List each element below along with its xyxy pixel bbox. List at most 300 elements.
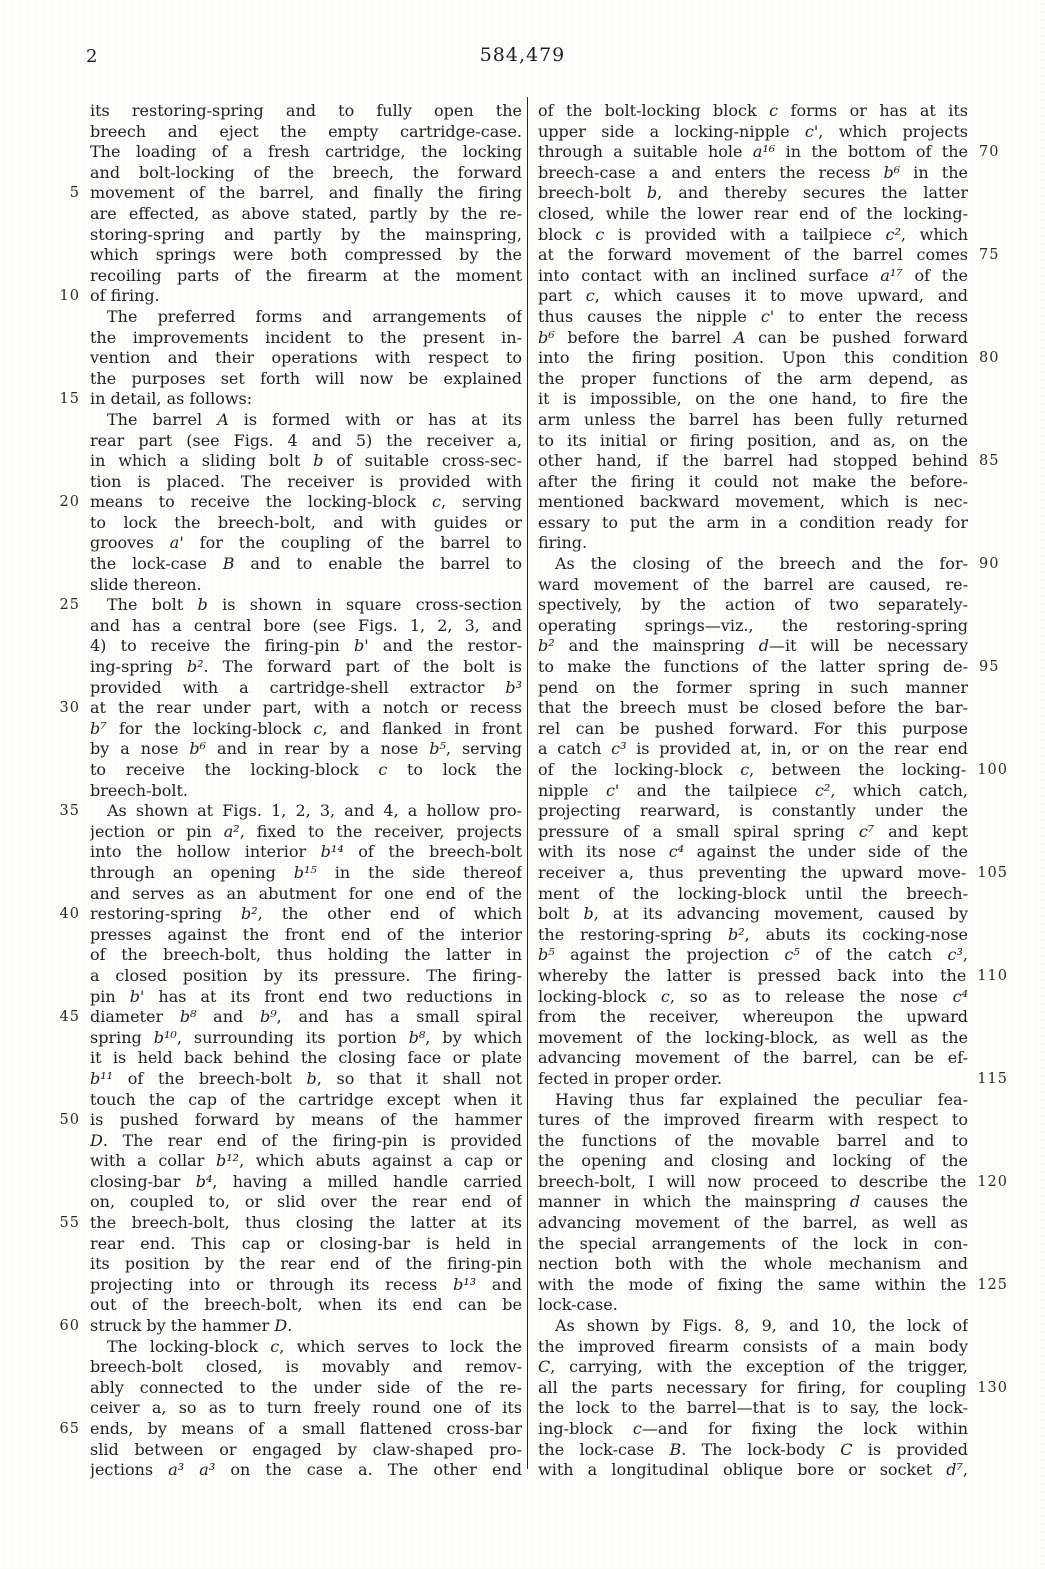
line-number <box>968 945 1008 966</box>
line-number <box>968 183 1008 204</box>
text-line <box>538 1172 1008 1193</box>
line-text: rear end. This cap or closing-bar is held in <box>90 1233 522 1253</box>
line-text: ably connected to the under side of the re- <box>90 1377 522 1397</box>
text-line <box>56 1398 522 1419</box>
text-line <box>538 1131 1008 1152</box>
line-number <box>968 698 1008 719</box>
line-number <box>56 1460 90 1481</box>
text-line <box>538 410 1008 431</box>
text-line <box>56 1254 522 1275</box>
text-line <box>56 739 522 760</box>
line-number: 60 <box>59 1318 80 1335</box>
line-text: The barrel A is formed with or has at its <box>107 409 522 429</box>
line-text: fected in proper order. <box>538 1068 723 1088</box>
line-text: ceiver a, so as to turn freely round one of its <box>90 1398 522 1418</box>
text-line <box>538 1254 1008 1275</box>
text-line <box>538 348 1008 369</box>
text-line <box>56 1295 522 1316</box>
text-line <box>56 925 522 946</box>
line-text: As shown at Figs. 1, 2, 3, and 4, a hollow pro- <box>107 801 522 821</box>
text-line <box>538 575 1008 596</box>
line-text: is pushed forward by means of the hammer <box>90 1110 522 1130</box>
line-number: 85 <box>979 453 1000 470</box>
text-line <box>56 1110 522 1131</box>
line-number <box>56 987 90 1008</box>
text-line <box>56 183 522 204</box>
line-number <box>968 1007 1008 1028</box>
line-text: closing-bar b⁴, having a milled handle carried <box>90 1171 522 1191</box>
right-column <box>538 101 1008 1481</box>
line-number <box>56 719 90 740</box>
text-line <box>538 101 1008 122</box>
line-number <box>968 822 1008 843</box>
line-text: advancing movement of the barrel, can be ef- <box>538 1048 968 1068</box>
text-line <box>538 204 1008 225</box>
text-line <box>56 1440 522 1461</box>
line-number: 10 <box>59 288 80 305</box>
text-line <box>56 1316 522 1337</box>
line-number <box>968 410 1008 431</box>
line-number <box>968 1460 1008 1481</box>
line-number <box>56 204 90 225</box>
line-text: at the rear under part, with a notch or recess <box>90 698 522 718</box>
line-number: 115 <box>977 1070 1008 1087</box>
text-line <box>538 719 1008 740</box>
line-text: movement of the locking-block, as well as the <box>538 1027 968 1047</box>
line-number <box>56 1151 90 1172</box>
line-number <box>56 1131 90 1152</box>
line-text: into contact with an inclined surface a¹⁷ of the <box>538 265 968 285</box>
line-number <box>968 1398 1008 1419</box>
line-text: breech-bolt closed, is movably and remov- <box>90 1357 522 1377</box>
line-number <box>968 1440 1008 1461</box>
line-text: pend on the former spring in such manner <box>538 677 968 697</box>
text-line <box>538 369 1008 390</box>
line-number <box>968 1357 1008 1378</box>
line-text: pin b' has at its front end two reductions in <box>90 986 522 1006</box>
text-line <box>56 987 522 1008</box>
line-number <box>56 348 90 369</box>
line-number <box>56 554 90 575</box>
text-line <box>56 122 522 143</box>
line-text: slide thereon. <box>90 574 202 594</box>
line-number: 125 <box>977 1276 1008 1293</box>
text-line <box>538 554 1008 575</box>
text-line <box>56 1090 522 1111</box>
line-text: bolt b, at its advancing movement, caused by <box>538 904 968 924</box>
line-number <box>56 369 90 390</box>
line-number <box>56 1192 90 1213</box>
line-text: manner in which the mainspring d causes the <box>538 1192 968 1212</box>
line-text: through a suitable hole a¹⁶ in the bottom of the <box>538 142 968 162</box>
line-text: presses against the front end of the interior <box>90 924 522 944</box>
line-number: 5 <box>69 185 80 202</box>
line-number <box>968 904 1008 925</box>
text-line <box>56 1028 522 1049</box>
text-line <box>56 1234 522 1255</box>
line-number <box>56 1069 90 1090</box>
line-text: of the breech-bolt, thus holding the latter in <box>90 945 522 965</box>
text-line <box>538 1007 1008 1028</box>
line-text: which springs were both compressed by the <box>90 245 522 265</box>
text-line <box>538 904 1008 925</box>
line-text: locking-block c, so as to release the nose c⁴ <box>538 986 968 1006</box>
line-number <box>56 142 90 163</box>
line-text: breech-bolt. <box>90 780 189 800</box>
text-line <box>538 822 1008 843</box>
line-text: pressure of a small spiral spring c⁷ and kept <box>538 821 968 841</box>
text-line <box>56 513 522 534</box>
text-line <box>538 307 1008 328</box>
text-line <box>538 739 1008 760</box>
line-number: 90 <box>979 556 1000 573</box>
text-line <box>56 369 522 390</box>
line-text: restoring-spring b², the other end of which <box>90 904 522 924</box>
line-number: 70 <box>979 144 1000 161</box>
line-text: vention and their operations with respect to <box>90 348 522 368</box>
line-text: b² and the mainspring d—it will be necessary <box>538 636 968 656</box>
line-number <box>56 575 90 596</box>
line-number <box>968 369 1008 390</box>
line-number <box>968 1419 1008 1440</box>
text-line <box>56 1419 522 1440</box>
line-text: to receive the locking-block c to lock the <box>90 760 522 779</box>
text-line <box>56 1337 522 1358</box>
line-text: the functions of the movable barrel and to <box>538 1130 968 1150</box>
line-number <box>56 1090 90 1111</box>
text-line <box>56 163 522 184</box>
line-text: upper side a locking-nipple c', which projects <box>538 121 968 141</box>
line-text: struck by the hammer D. <box>90 1316 293 1336</box>
text-line <box>56 431 522 452</box>
line-number <box>56 1295 90 1316</box>
text-line <box>538 142 1008 163</box>
line-number: 100 <box>977 762 1008 778</box>
line-text: the lock-case B and to enable the barrel to <box>90 554 522 574</box>
line-number <box>968 163 1008 184</box>
line-number <box>56 328 90 349</box>
line-number <box>968 1048 1008 1069</box>
text-line <box>538 966 1008 987</box>
line-text: after the firing it could not make the before- <box>538 471 968 491</box>
line-number <box>56 1048 90 1069</box>
text-line <box>56 760 522 781</box>
line-text: advancing movement of the barrel, as well as <box>538 1213 968 1233</box>
text-line <box>538 678 1008 699</box>
text-line <box>56 1007 522 1028</box>
line-number <box>968 286 1008 307</box>
line-text: lock-case. <box>538 1295 618 1315</box>
line-text: of firing. <box>90 286 160 306</box>
line-text: Having thus far explained the peculiar fea- <box>555 1089 968 1109</box>
line-text: slid between or engaged by claw-shaped pro- <box>90 1439 522 1459</box>
line-text: the breech-bolt, thus closing the latter at its <box>90 1213 522 1233</box>
column-divider <box>527 97 528 1469</box>
line-text: the opening and closing and locking of the <box>538 1151 968 1171</box>
text-line <box>538 760 1008 781</box>
text-line <box>56 884 522 905</box>
line-text: spectively, by the action of two separately- <box>538 595 968 615</box>
text-line <box>56 945 522 966</box>
line-text: to its initial or firing position, and as, on the <box>538 430 968 450</box>
text-line <box>56 328 522 349</box>
line-number <box>968 122 1008 143</box>
text-line <box>538 1048 1008 1069</box>
line-number <box>968 431 1008 452</box>
line-number <box>56 245 90 266</box>
line-number: 75 <box>979 247 1000 264</box>
line-text: nection both with the whole mechanism and <box>538 1254 968 1274</box>
line-text: to lock the breech-bolt, and with guides or <box>90 512 522 532</box>
text-line <box>56 719 522 740</box>
line-text: the purposes set forth will now be explained <box>90 368 522 388</box>
text-line <box>56 904 522 925</box>
line-text: receiver a, thus preventing the upward move- <box>538 862 967 882</box>
line-text: with a collar b¹², which abuts against a cap or <box>90 1151 522 1171</box>
line-number <box>968 513 1008 534</box>
line-text: rel can be pushed forward. For this purpose <box>538 718 968 738</box>
text-line <box>538 472 1008 493</box>
text-line <box>538 1460 1008 1481</box>
text-line <box>538 987 1008 1008</box>
text-line <box>56 101 522 122</box>
line-text: C, carrying, with the exception of the trigger, <box>538 1357 968 1377</box>
line-number <box>56 101 90 122</box>
line-number <box>56 513 90 534</box>
line-number: 80 <box>979 350 1000 367</box>
line-number <box>968 1131 1008 1152</box>
line-number <box>56 636 90 657</box>
line-text: part c, which causes it to move upward, and <box>538 286 968 306</box>
text-line <box>56 266 522 287</box>
line-number: 40 <box>59 906 80 923</box>
line-text: the restoring-spring b², abuts its cocking-nose <box>538 924 968 944</box>
line-number <box>56 1440 90 1461</box>
line-number <box>56 1357 90 1378</box>
line-number <box>56 1275 90 1296</box>
line-text: projecting rearward, is constantly under the <box>538 801 968 821</box>
line-text: at the forward movement of the barrel comes <box>538 245 968 265</box>
text-line <box>538 1069 1008 1090</box>
line-number: 15 <box>59 391 80 408</box>
line-number <box>968 307 1008 328</box>
text-line <box>538 1213 1008 1234</box>
line-number <box>56 451 90 472</box>
line-number <box>968 925 1008 946</box>
line-text: means to receive the locking-block c, serving <box>90 492 522 512</box>
line-text: through an opening b¹⁵ in the side thereof <box>90 862 522 882</box>
text-line <box>56 451 522 472</box>
text-line <box>538 1378 1008 1399</box>
line-text: The loading of a fresh cartridge, the locking <box>90 142 522 162</box>
line-number <box>56 122 90 143</box>
text-line <box>538 698 1008 719</box>
line-number <box>968 389 1008 410</box>
text-line <box>538 286 1008 307</box>
line-text: and bolt-locking of the breech, the forward <box>90 162 522 182</box>
line-text: ends, by means of a small flattened cross-bar <box>90 1419 522 1438</box>
line-number <box>56 1028 90 1049</box>
line-number <box>56 225 90 246</box>
text-line <box>538 1028 1008 1049</box>
text-line <box>56 1131 522 1152</box>
text-line <box>56 616 522 637</box>
line-number: 20 <box>59 494 80 511</box>
text-line <box>538 595 1008 616</box>
line-number <box>56 884 90 905</box>
text-line <box>538 863 1008 884</box>
line-text: into the hollow interior b¹⁴ of the breech-bolt <box>90 842 522 862</box>
line-number <box>968 1213 1008 1234</box>
line-text: with its nose c⁴ against the under side of the <box>538 842 968 862</box>
text-line <box>56 1151 522 1172</box>
text-line <box>56 657 522 678</box>
text-line <box>538 328 1008 349</box>
line-text: the proper functions of the arm depend, as <box>538 368 968 388</box>
line-number <box>968 1110 1008 1131</box>
text-line <box>538 1192 1008 1213</box>
line-number <box>56 1337 90 1358</box>
line-number <box>56 966 90 987</box>
line-number <box>968 719 1008 740</box>
text-line <box>56 472 522 493</box>
text-line <box>56 410 522 431</box>
line-number: 65 <box>59 1421 80 1437</box>
text-line <box>56 142 522 163</box>
line-number <box>56 739 90 760</box>
text-line <box>56 1460 522 1481</box>
left-column <box>56 101 522 1481</box>
line-text: b⁷ for the locking-block c, and flanked in front <box>90 718 522 738</box>
line-text: breech-bolt b, and thereby secures the latter <box>538 183 968 203</box>
line-text: provided with a cartridge-shell extractor b³ <box>90 677 522 697</box>
text-line <box>56 966 522 987</box>
line-text: its position by the rear end of the firing-pin <box>90 1254 522 1274</box>
line-text: and has a central bore (see Figs. 1, 2, 3, and <box>90 615 522 635</box>
line-text: b¹¹ of the breech-bolt b, so that it shall not <box>90 1068 522 1088</box>
patent-number: 584,479 <box>479 44 566 66</box>
line-number <box>56 266 90 287</box>
line-text: of the locking-block c, between the locking- <box>538 760 967 779</box>
line-number <box>968 884 1008 905</box>
text-line <box>538 1234 1008 1255</box>
text-line <box>56 1172 522 1193</box>
line-number: 120 <box>977 1173 1008 1190</box>
line-number <box>968 616 1008 637</box>
text-line <box>56 1048 522 1069</box>
line-number <box>968 678 1008 699</box>
text-line <box>538 183 1008 204</box>
line-number <box>56 163 90 184</box>
text-line <box>56 863 522 884</box>
line-number <box>56 1234 90 1255</box>
text-line <box>538 781 1008 802</box>
text-line <box>56 307 522 328</box>
line-text: ward movement of the barrel are caused, re- <box>538 574 968 594</box>
text-line <box>56 801 522 822</box>
line-number <box>968 739 1008 760</box>
line-number <box>56 863 90 884</box>
line-number <box>968 636 1008 657</box>
line-text: that the breech must be closed before the bar- <box>538 698 968 718</box>
line-number: 110 <box>977 967 1008 984</box>
line-text: nipple c' and the tailpiece c², which catch, <box>538 780 968 800</box>
line-text: arm unless the barrel has been fully returned <box>538 409 968 429</box>
text-line <box>56 678 522 699</box>
line-text: tures of the improved firearm with respect to <box>538 1110 968 1130</box>
page-number: 2 <box>86 46 98 67</box>
text-line <box>538 451 1008 472</box>
text-line <box>56 245 522 266</box>
line-text: The bolt b is shown in square cross-section <box>107 595 522 615</box>
text-line <box>538 925 1008 946</box>
line-number <box>968 225 1008 246</box>
line-number: 25 <box>59 597 80 614</box>
line-text: out of the breech-bolt, when its end can be <box>90 1295 522 1315</box>
line-text: grooves a' for the coupling of the barrel to <box>90 533 522 553</box>
line-number <box>968 987 1008 1008</box>
text-line <box>538 1357 1008 1378</box>
text-line <box>538 1316 1008 1337</box>
line-number <box>968 204 1008 225</box>
line-text: breech-bolt, I will now proceed to describe the <box>538 1171 967 1191</box>
text-line <box>538 1398 1008 1419</box>
line-text: ing-spring b². The forward part of the bolt is <box>90 657 522 677</box>
line-text: its restoring-spring and to fully open the <box>90 101 522 120</box>
text-line <box>538 266 1008 287</box>
line-text: the improved firearm consists of a main body <box>538 1336 968 1356</box>
text-line <box>538 945 1008 966</box>
line-number <box>968 1254 1008 1275</box>
line-text: b⁶ before the barrel A can be pushed forward <box>538 327 968 347</box>
line-text: D. The rear end of the firing-pin is provided <box>90 1130 522 1150</box>
line-text: into the firing position. Upon this condition <box>538 348 968 368</box>
line-text: storing-spring and partly by the mainspring, <box>90 224 522 244</box>
line-number <box>968 492 1008 513</box>
line-text: firing. <box>538 533 588 553</box>
line-number <box>968 1151 1008 1172</box>
line-number <box>56 431 90 452</box>
line-text: movement of the barrel, and finally the firing <box>90 183 522 203</box>
line-text: closed, while the lower rear end of the locking- <box>538 203 968 223</box>
line-number <box>56 1254 90 1275</box>
line-text: The preferred forms and arrangements of <box>107 306 522 326</box>
line-text: As the closing of the breech and the for- <box>555 554 968 574</box>
text-line <box>538 513 1008 534</box>
line-text: 4) to receive the firing-pin b' and the restor- <box>90 636 522 656</box>
line-text: jection or pin a², fixed to the receiver, projects <box>90 821 522 841</box>
line-text: diameter b⁸ and b⁹, and has a small spiral <box>90 1007 522 1027</box>
text-line <box>538 1295 1008 1316</box>
line-text: other hand, if the barrel had stopped behind <box>538 451 968 471</box>
text-line <box>538 801 1008 822</box>
text-line <box>538 122 1008 143</box>
line-text: are effected, as above stated, partly by the re- <box>90 203 522 223</box>
text-line <box>538 389 1008 410</box>
line-text: all the parts necessary for firing, for coupling <box>538 1377 967 1397</box>
line-text: with a longitudinal oblique bore or socket d⁷, <box>538 1460 968 1480</box>
line-text: ment of the locking-block until the breech- <box>538 883 968 903</box>
text-line <box>538 492 1008 513</box>
line-number: 130 <box>977 1379 1008 1396</box>
text-line <box>56 204 522 225</box>
text-line <box>538 636 1008 657</box>
line-number <box>56 760 90 781</box>
text-line <box>56 1069 522 1090</box>
line-text: on, coupled to, or slid over the rear end of <box>90 1192 522 1212</box>
text-line <box>56 1192 522 1213</box>
line-text: b⁵ against the projection c⁵ of the catch c³, <box>538 945 968 965</box>
